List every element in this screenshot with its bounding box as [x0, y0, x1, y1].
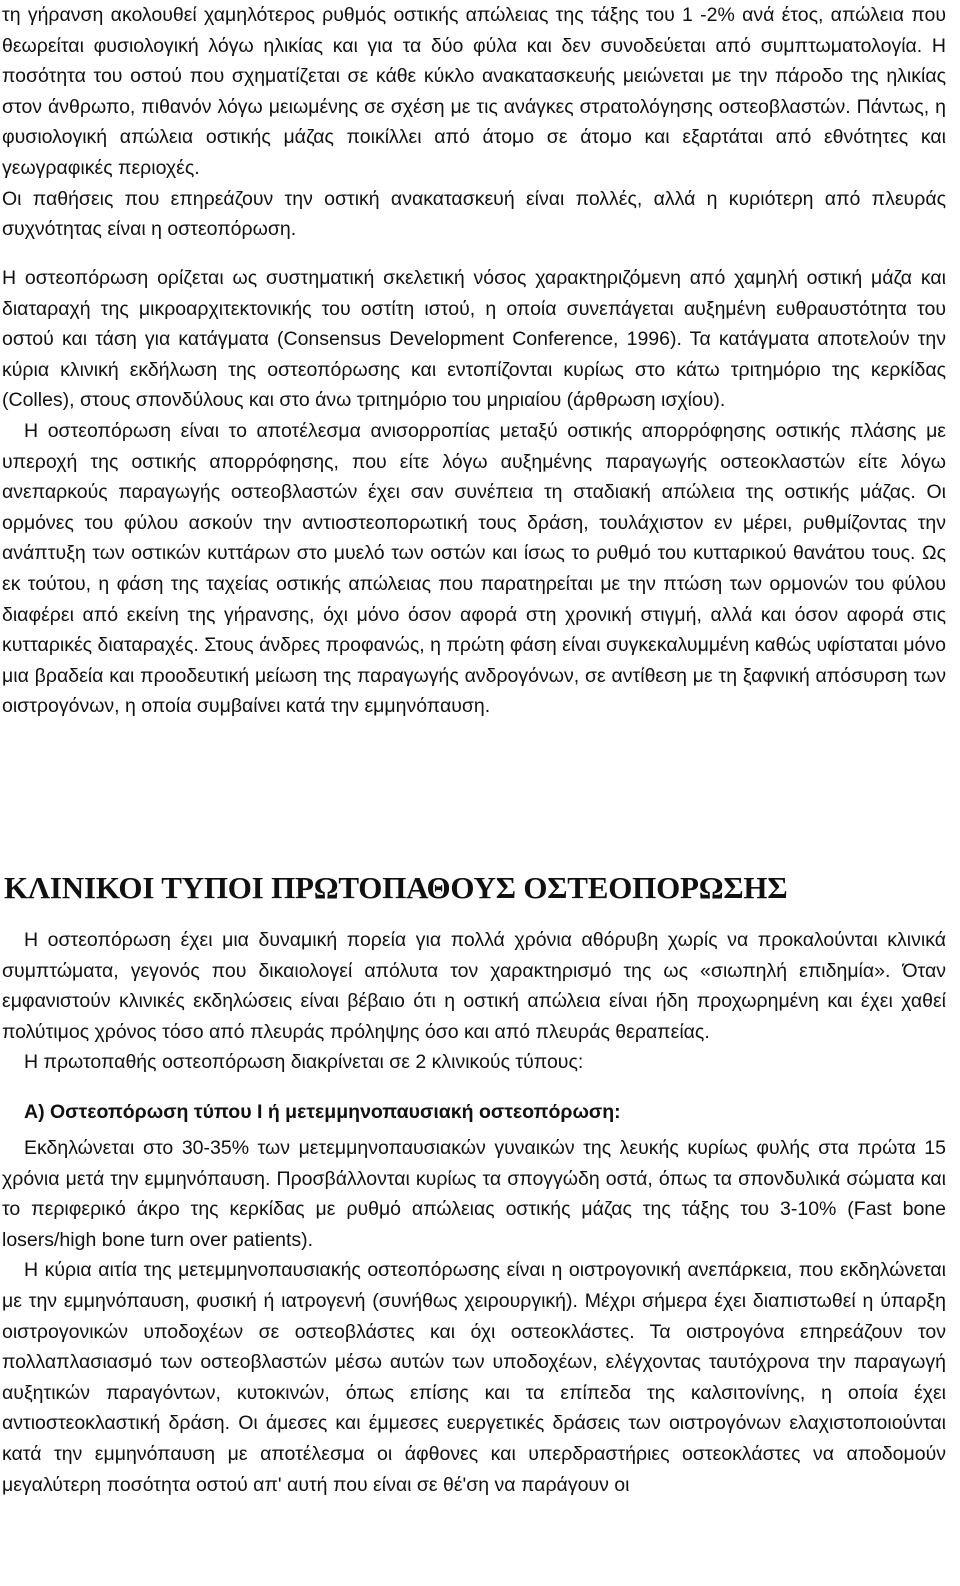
paragraph-type-one-cause: Η κύρια αιτία της μετεμμηνοπαυσιακής οστεοπόρωσης είναι η οιστρογονική ανεπάρκεια, που εκδηλώνεται με την εμμηνόπαυση, φυσική ή ιατρογενή (συνήθως χειρουργική). Μέχρι σήμερα έχει διαπιστωθεί η ύπαρξη οιστρογονικών υποδοχέων σε οστεοβλάστες και όχι οστεοκλάστες. Τα οιστρογόνα επηρεάζουν τον πολλαπλασιασμό των οστεοβλαστών μέσω αυτών των υποδοχέων, ελέγχοντας ταυτόχρονα την παραγωγή αυξητικών παραγόντων, κυτοκινών, όπως επίσης και τα επίπεδα της καλσιτονίνης, η οποία έχει αντιοστεοκλαστική δράση. Οι άμεσες και έμμεσες ευεργετικές δράσεις των οιστρογόνων ελαχιστοποιούνται κατά την εμμηνόπαυση με αποτέλεσμα οι άφθονες και υπερδραστήριες οστεοκλάστες να αποδομούν μεγαλύτερη ποσότητα οστού απ' αυτή που είναι σε θέ'ση να παράγουν οι [2, 1259, 946, 1496]
paragraph-bone-loss-aging: τη γήρανση ακολουθεί χαμηλότερος ρυθμός οστικής απώλειας της τάξης του 1 -2% ανά έτος, απώλεια που θεωρείται φυσιολογική λόγω ηλικίας και για τα δύο φύλα και δεν συνοδεύεται από συμπτωματολογία. Η ποσότητα του οστού που σχηματίζεται σε κάθε κύκλο ανακατασκευής μειώνεται με την πάροδο της ηλικίας στον άνθρωπο, πιθανόν λόγω μειωμένης σε σχέση με τις ανάγκες στρατολόγησης οστεοβλαστών. Πάντως, η φυσιολογική απώλεια οστικής μάζας ποικίλλει από άτομο σε άτομο και εξαρτάται από εθνότητες και γεωγραφικές περιοχές. [2, 4, 946, 179]
clinical-types-section [2, 925, 946, 1078]
osteoporosis-definition-section [2, 263, 946, 722]
paragraph-type-one-incidence: Εκδηλώνεται στο 30-35% των μετεμμηνοπαυσιακών γυναικών της λευκής κυρίως φυλής στα πρώτα 15 χρόνια μετά την εμμηνόπαυση. Προσβάλλονται κυρίως τα σπογγώδη οστά, όπως τα σπονδυλικά σώματα και το περιφερικό άκρο της κερκίδας με ρυθμό απώλειας οστικής μάζας της τάξης του 3-10% (Fast bone losers/high bone turn over patients). [2, 1137, 946, 1251]
paragraph-two-types: Η πρωτοπαθής οστεοπόρωση διακρίνεται σε 2 κλινικούς τύπους: [24, 1051, 584, 1074]
paragraph-definition: Η οστεοπόρωση ορίζεται ως συστηματική σκελετική νόσος χαρακτηριζόμενη από χαμηλή οστική μάζα και διαταραχή της μικροαρχιτεκτονικής του οστίτη ιστού, η οποία συνεπάγεται αυξημένη ευθραυστότητα του οστού και τάση για κατάγματα (Consensus Development Conference, 1996). Τα κατάγματα αποτελούν την κύρια κλινική εκδήλωση της οστεοπόρωσης και εντοπίζονται κυρίως στο κάτω τριτημόριο της κερκίδας (Colles), στους σπονδύλους και στο άνω τριτημόριο του μηριαίου (άρθρωση ισχίου). [2, 267, 946, 412]
subheading-type-one: Α) Οστεοπόρωση τύπου Ι ή μετεμμηνοπαυσιακή οστεοπόρωση: [24, 1101, 621, 1123]
paragraph-remodeling-diseases: Οι παθήσεις που επηρεάζουν την οστική ανακατασκευή είναι πολλές, αλλά η κυριότερη από πλευράς συχνότητας είναι η οστεοπόρωση. [2, 187, 946, 241]
intro-section [2, 0, 946, 245]
section-heading: ΚΛΙΝΙΚΟΙ ΤΥΠΟΙ ΠΡΩΤΟΠΑΘΟΥΣ ΟΣΤΕΟΠΟΡΩΣΗΣ [4, 870, 788, 905]
type-one-section [2, 1133, 946, 1500]
paragraph-silent-epidemic: Η οστεοπόρωση έχει μια δυναμική πορεία για πολλά χρόνια αθόρυβη χωρίς να προκαλούνται κλινικά συμπτώματα, γεγονός που δικαιολογεί απόλυτα τον χαρακτηρισμό της ως «σιωπηλή επιδημία». Όταν εμφανιστούν κλινικές εκδηλώσεις είναι βέβαιο ότι η οστική απώλεια είναι ήδη προχωρημένη και έχει χαθεί πολύτιμος χρόνος τόσο από πλευράς πρόληψης όσο και από πλευράς θεραπείας. [2, 929, 946, 1043]
paragraph-pathophysiology: Η οστεοπόρωση είναι το αποτέλεσμα ανισορροπίας μεταξύ οστικής απορρόφησης οστικής πλάσης με υπεροχή της οστικής απορρόφησης, που είτε λόγω αυξημένης παραγωγής οστεοκλαστών είτε λόγω ανεπαρκούς παραγωγής οστεοβλαστών έχει σαν συνέπεια τη σταδιακή απώλεια της οστικής μάζας. Οι ορμόνες του φύλου ασκούν την αντιοστεοπορωτική τους δράση, τουλάχιστον εν μέρει, ρυθμίζοντας την ανάπτυξη των οστικών κυττάρων στο μυελό των οστών και ίσως το ρυθμό του κυτταρικού θανάτου τους. Ως εκ τούτου, η φάση της ταχείας οστικής απώλειας που παρατηρείται με την πτώση των ορμονών του φύλου διαφέρει από εκείνη της γήρανσης, όχι μόνο όσον αφορά στη χρονική στιγμή, αλλά και όσον αφορά στις κυτταρικές διαταραχές. Στους άνδρες προφανώς, η πρώτη φάση είναι συγκεκαλυμμένη καθώς υφίσταται μόνο μια βραδεία και προοδευτική μείωση της παραγωγής ανδρογόνων, σε αντίθεση με τη ξαφνική απόσυρση των οιστρογόνων, η οποία συμβαίνει κατά την εμμηνόπαυση. [2, 419, 946, 718]
